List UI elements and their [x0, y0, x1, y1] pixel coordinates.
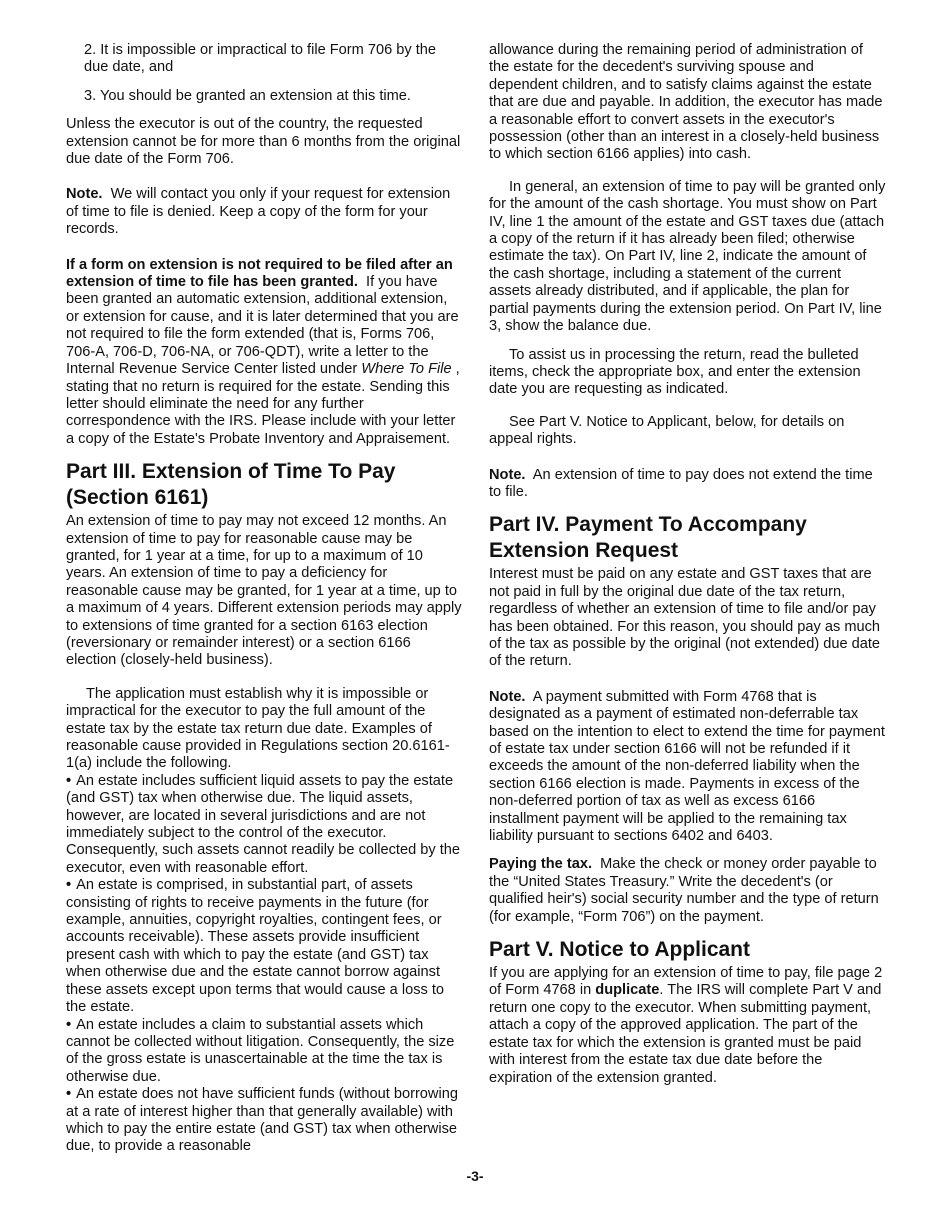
bullet-item — [66, 877, 463, 1016]
bullet-icon: • — [66, 877, 72, 894]
note-paragraph — [489, 689, 886, 846]
list-text: It is impossible or impractical to file Form 706 by the due date, and — [84, 42, 437, 76]
note-label: Note. — [489, 466, 526, 483]
duplicate-emphasis: duplicate — [595, 982, 660, 999]
list-item-3 — [66, 88, 463, 105]
paragraph-extension-limits: An extension of time to pay may not exceed 12 months. An extension of time to pay for reasonable cause may be granted, for 1 year at a time, for up to a maximum of 10 years. An extension of time to pay a deficiency for reasonable cause may be granted, for 1 year at a time, up to a maximum of 4 years. Different extension periods may apply to extensions of time granted for a section 6163 election (reversionary or remainder interest) or a section 6166 election (closely-held business). — [66, 513, 462, 669]
note-text: We will contact you only if your request for extension of time to file is denied. Keep a copy of the form for your records. — [66, 186, 451, 238]
heading-line: Part IV. Payment To Accompany — [489, 513, 807, 537]
paragraph-paying-the-tax — [489, 856, 886, 926]
bullet-text: An estate is comprised, in substantial part, of assets consisting of rights to receive payments in the future (for example, annuities, copyright royalties, contingent fees, or accounts receivable). These assets provide insufficient present cash with which to pay the estate (and GST) tax when otherwise due and the estate cannot borrow against these assets except upon terms that would cause a loss to the estate. — [66, 877, 445, 1016]
heading-part-v: Part V. Notice to Applicant — [489, 938, 750, 962]
heading-line: Part III. Extension of Time To Pay — [66, 460, 396, 484]
heading-part-iii — [66, 459, 463, 511]
heading-part-iv — [489, 512, 886, 564]
bullet-text: An estate includes sufficient liquid assets to pay the estate (and GST) tax when otherwise due. The liquid assets, however, are located in several jurisdictions and are not immediately subject to the control of the executor. Consequently, such assets cannot readily be collected by the executor, even with reasonable effort. — [66, 772, 460, 876]
list-number: 3. — [84, 87, 97, 104]
bullet-item — [66, 1017, 463, 1087]
paragraph-text: If you are applying for an extension of time to pay, file page 2 of Form 4768 in — [489, 965, 883, 999]
bullet-icon: • — [66, 772, 72, 789]
note-label: Note. — [66, 186, 103, 203]
note-paragraph — [489, 467, 886, 502]
list-text: You should be granted an extension at this time. — [99, 87, 411, 104]
bullet-icon: • — [66, 1086, 72, 1103]
page-number: -3- — [466, 1168, 484, 1184]
bold-lead: If a form on extension is not required to be filed after an extension of time to file has been granted. — [66, 256, 453, 291]
paragraph-text: If you have been granted an automatic extension, additional extension, or extension for cause, and it is later determined that you are not required to file the form extended (that is, Forms 706, 706-A, 706-D, 706-NA, or 706-QDT), write a letter to the Internal Revenue Service Center listed under — [66, 274, 459, 378]
paragraph-text: , stating that no return is required for the estate. Sending this letter should eliminate the need for any further correspondence with the IRS. Please include with your letter a copy of the Estate's Probate Inventory and Appraisement. — [66, 361, 460, 447]
note-text: A payment submitted with Form 4768 that is designated as a payment of estimated non-deferrable tax based on the intention to elect to extend the time for payment of estate tax under section 6166 will not be refunded if it exceeds the amount of the non-deferred liability when the section 6166 election is made. Payments in excess of the non-deferred portion of tax as well as excess 6166 installment payment will be applied to the remaining tax liability pursuant to sections 6402 and 6403. — [489, 688, 885, 845]
paragraph-to-assist: To assist us in processing the return, read the bulleted items, check the appropriate box, and enter the extension date you are requesting as indicated. — [489, 346, 861, 398]
note-label: Note. — [489, 688, 526, 705]
bullet-text: An estate includes a claim to substantial assets which cannot be collected without litigation. Consequently, the size of the gross estate is unascertainable at the time the tax is otherwise due. — [66, 1016, 455, 1085]
paragraph-part-v — [489, 965, 886, 1087]
note-text: An extension of time to pay does not extend the time to file. — [489, 466, 873, 500]
list-item-2 — [66, 42, 463, 77]
bullet-item — [66, 1086, 463, 1156]
bullet-icon: • — [66, 1016, 72, 1033]
paragraph-unless: Unless the executor is out of the country, the requested extension cannot be for more than 6 months from the original due date of the Form 706. — [66, 116, 461, 168]
bullet-item — [66, 773, 463, 877]
paragraph-see-part-v: See Part V. Notice to Applicant, below, for details on appeal rights. — [489, 413, 845, 448]
heading-line: Extension Request — [489, 539, 679, 563]
paragraph-interest: Interest must be paid on any estate and GST taxes that are not paid in full by the original due date of the tax return, regardless of whether an extension of time to file and/or pay has been obtained. For this reason, you should pay as much of the tax as possible by the original (not extended) due date of the return. — [489, 566, 881, 670]
where-to-file-ref: Where To File — [361, 361, 452, 378]
left-column — [66, 42, 463, 1156]
bullet-text: An estate does not have sufficient funds (without borrowing at a rate of interest higher than that generally available) with which to pay the entire estate (and GST) tax when otherwise due, to provide a reasonable — [66, 1086, 458, 1155]
paragraph-if-form-not-required — [66, 257, 463, 448]
bold-lead: Paying the tax. — [489, 856, 592, 873]
note-paragraph — [66, 186, 463, 238]
paragraph-in-general: In general, an extension of time to pay will be granted only for the amount of the cash shortage. You must show on Part IV, line 1 the amount of the estate and GST taxes due (attach a copy of the return if it has already been filed; otherwise estimate the tax). On Part IV, line 2, indicate the amount of the cash shortage, including a statement of the current assets already distributed, and if applicable, the plan for partial payments during the extension period. On Part IV, line 3, show the balance due. — [489, 178, 886, 335]
heading-line: (Section 6161) — [66, 486, 209, 510]
paragraph-allowance: allowance during the remaining period of administration of the estate for the decedent's surviving spouse and dependent children, and to satisfy claims against the estate that are due and payable. In addition, the executor has made a reasonable effort to convert assets in the executor's possession (other than an interest in a closely-held business to which section 6166 applies) into cash. — [489, 42, 883, 163]
right-column — [489, 42, 886, 1098]
paragraph-application: The application must establish why it is impossible or impractical for the executor to pay the full amount of the estate tax by the estate tax return due date. Examples of reasonable cause provided in Regulations section 20.6161-1(a) include the following. — [66, 685, 450, 772]
list-number: 2. — [84, 42, 97, 58]
paragraph-text: Make the check or money order payable to the “United States Treasury.” Write the decedent's (or qualified heir's) social security number and the type of return (for example, “Form 706”) on the payment. — [489, 856, 879, 925]
paragraph-text: . The IRS will complete Part V and return one copy to the executor. When submitting payment, attach a copy of the approved application. The part of the estate tax for which the extension is granted must be paid with interest from the estate tax due date before the expiration of the extension granted. — [489, 982, 882, 1086]
